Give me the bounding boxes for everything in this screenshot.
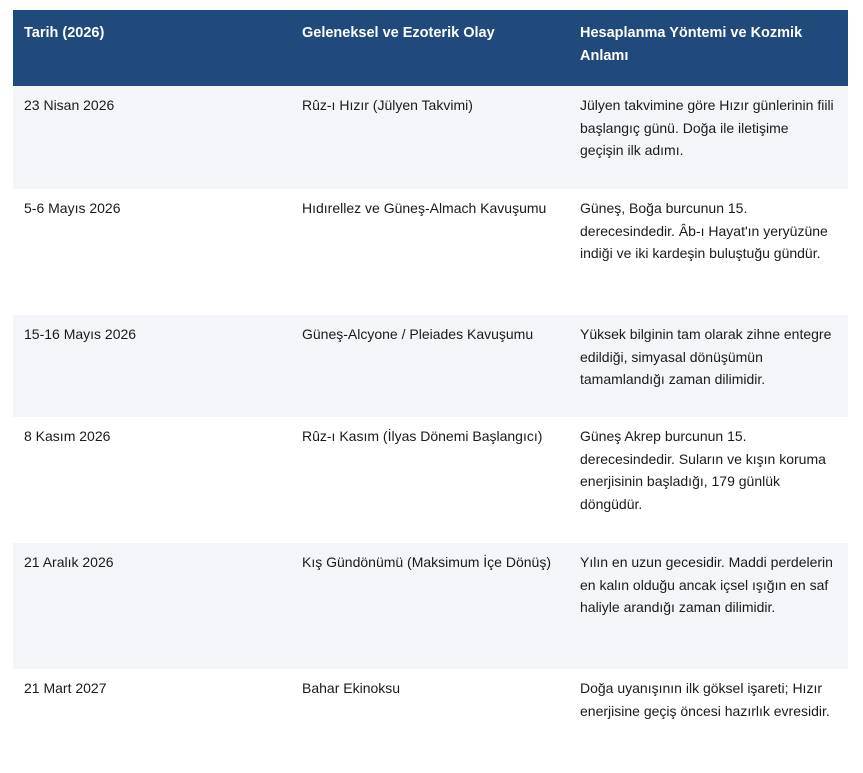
table-row (13, 315, 848, 417)
cell-meaning: Güneş, Boğa burcunun 15. derecesindedir. Âb-ı Hayat'ın yeryüzüne indiği ve iki kardeşin buluştuğu gündür. (569, 189, 848, 315)
table-header (13, 10, 848, 86)
cell-date: 5-6 Mayıs 2026 (13, 189, 291, 315)
table-row (13, 189, 848, 315)
header-date: Tarih (2026) (13, 10, 291, 86)
cell-meaning: Yılın en uzun gecesidir. Maddi perdelerin en kalın olduğu ancak içsel ışığın en saf haliyle arandığı zaman dilimidir. (569, 543, 848, 669)
events-table-container (13, 10, 848, 753)
cell-event: Güneş-Alcyone / Pleiades Kavuşumu (291, 315, 569, 417)
header-meaning: Hesaplanma Yöntemi ve Kozmik Anlamı (569, 10, 848, 86)
cell-meaning: Güneş Akrep burcunun 15. derecesindedir. Suların ve kışın koruma enerjisinin başladığı, 179 günlük döngüdür. (569, 417, 848, 543)
header-row (13, 10, 848, 86)
cell-date: 21 Mart 2027 (13, 669, 291, 753)
cell-event: Rûz-ı Hızır (Jülyen Takvimi) (291, 86, 569, 189)
cell-meaning: Yüksek bilginin tam olarak zihne entegre edildiği, simyasal dönüşümün tamamlandığı zaman dilimidir. (569, 315, 848, 417)
cell-event: Bahar Ekinoksu (291, 669, 569, 753)
cell-date: 21 Aralık 2026 (13, 543, 291, 669)
cell-date: 15-16 Mayıs 2026 (13, 315, 291, 417)
table-row (13, 417, 848, 543)
table-body (13, 86, 848, 753)
cell-event: Kış Gündönümü (Maksimum İçe Dönüş) (291, 543, 569, 669)
table-row (13, 669, 848, 753)
cell-date: 8 Kasım 2026 (13, 417, 291, 543)
table-row (13, 86, 848, 189)
events-table (13, 10, 848, 753)
cell-event: Rûz-ı Kasım (İlyas Dönemi Başlangıcı) (291, 417, 569, 543)
cell-date: 23 Nisan 2026 (13, 86, 291, 189)
header-event: Geleneksel ve Ezoterik Olay (291, 10, 569, 86)
table-row (13, 543, 848, 669)
cell-event: Hıdırellez ve Güneş-Almach Kavuşumu (291, 189, 569, 315)
cell-meaning: Jülyen takvimine göre Hızır günlerinin fiili başlangıç günü. Doğa ile iletişime geçişin ilk adımı. (569, 86, 848, 189)
cell-meaning: Doğa uyanışının ilk göksel işareti; Hızır enerjisine geçiş öncesi hazırlık evresidir. (569, 669, 848, 753)
